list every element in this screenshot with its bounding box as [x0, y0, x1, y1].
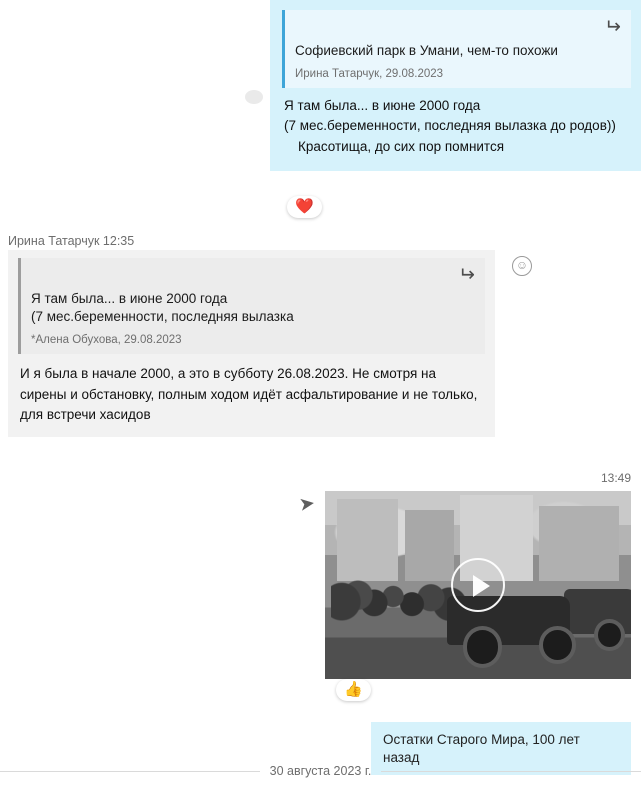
- video-car-wheel: [463, 626, 503, 667]
- video-building: [539, 506, 619, 581]
- message-line: (7 мес.беременности, последняя вылазка до родов)): [284, 118, 616, 134]
- outgoing-message-text: [280, 96, 633, 157]
- date-divider: [0, 764, 641, 778]
- reaction-heart[interactable]: ❤️: [287, 196, 322, 218]
- video-car-wheel: [594, 619, 625, 651]
- add-reaction-smiley-icon[interactable]: ☺: [512, 256, 532, 276]
- message-line: Я там была... в июне 2000 года: [284, 98, 481, 114]
- quoted-message-text: Софиевский парк в Умани, чем-то похожи: [295, 43, 558, 58]
- video-car-wheel: [539, 626, 576, 664]
- incoming-sender-name: Ирина Татарчук 12:35: [8, 234, 135, 248]
- date-divider-label: 30 августа 2023 г.: [269, 764, 372, 778]
- divider-line-left: [0, 771, 260, 772]
- quoted-message-card[interactable]: [18, 258, 485, 354]
- incoming-message-text: И я была в начале 2000, а это в субботу 26.08.2023. Не смотря на сирены и обстановку, полным ходом идёт асфальтирование и не только, для встречи хасидов: [20, 366, 478, 422]
- reply-arrow-icon: ↵: [458, 264, 475, 286]
- message-timestamp: 13:49: [600, 471, 631, 485]
- play-icon[interactable]: [451, 558, 505, 612]
- reaction-thumbs-up[interactable]: 👍: [336, 679, 371, 701]
- video-building: [337, 499, 398, 582]
- paper-plane-icon[interactable]: ➤: [297, 492, 317, 517]
- video-crowd: [331, 576, 466, 640]
- outgoing-message-bubble: [270, 0, 641, 171]
- decorative-blob: [245, 90, 263, 104]
- message-line: Красотища, до сих пор помнится: [298, 138, 505, 154]
- quoted-message-author: *Алена Обухова, 29.08.2023: [31, 334, 182, 347]
- divider-line-right: [381, 771, 641, 772]
- outgoing-message-text-2: Остатки Старого Мира, 100 лет назад: [383, 732, 580, 765]
- quoted-message-author: Ирина Татарчук, 29.08.2023: [295, 68, 444, 81]
- quoted-message-card[interactable]: [282, 10, 631, 88]
- video-building: [405, 510, 454, 581]
- quoted-message-line-2: (7 мес.беременности, последняя вылазка: [31, 309, 294, 325]
- reply-arrow-icon: ↵: [604, 16, 621, 38]
- video-message-thumbnail[interactable]: [325, 491, 631, 679]
- quoted-message-line-1: Я там была... в июне 2000 года: [31, 291, 228, 306]
- incoming-message-bubble: [8, 250, 495, 437]
